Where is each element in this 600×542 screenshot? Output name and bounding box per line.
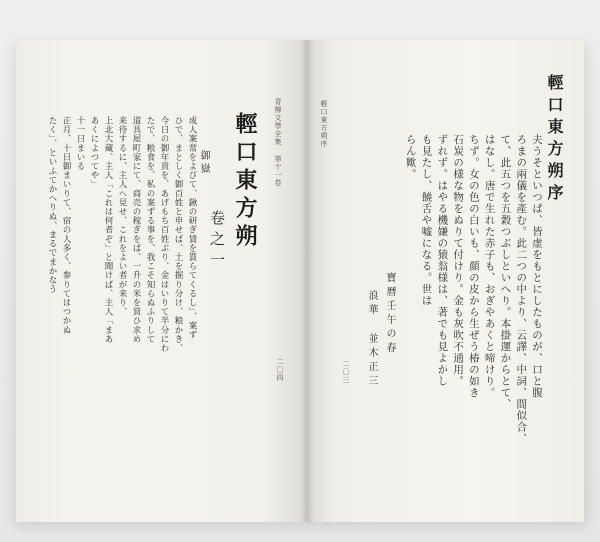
chapter-heading: 御嶽 xyxy=(198,150,209,176)
left-body-text xyxy=(28,116,196,456)
right-body-col: て、此五つを五穀つぶしといへり。本掛運からとて、 xyxy=(499,134,512,410)
right-body-col: も見たし、饒舌や嘘になる。世は xyxy=(420,134,433,307)
left-body-col: あくによつてや」 xyxy=(89,116,99,189)
left-page-number: 二〇四 xyxy=(276,358,284,382)
left-body-col: たく」、といふてかへりぬ、まるでまかなう xyxy=(47,116,57,294)
left-body-col: 十一日まいる xyxy=(75,116,85,171)
right-body-text xyxy=(404,134,542,444)
right-body-col: ろまの兩儀を產む。此二つの中より、云譯、中詞、間似合、 xyxy=(515,134,528,445)
volume-label: 卷之一 xyxy=(208,210,226,273)
left-title: 輕口東方朔 xyxy=(232,112,258,252)
left-body-col: 来待するに、主人へ見せ、これをよい者が来り、 xyxy=(117,116,127,317)
left-body-col: 正月、十日御まいりて、宿の人多く、参りてはつかぬ xyxy=(61,116,71,335)
preface-title: 輕口東方朔序 xyxy=(545,74,564,206)
right-running-head: 輕口東方朔序 xyxy=(320,100,328,148)
right-body-col: はなし。唐で生れた赤子も、おぎやあくと啼けり。 xyxy=(483,134,496,399)
date-line: 寶曆壬午の春 xyxy=(384,272,395,356)
right-body-col: ちず。女の色の白いも、顔の皮から生ぜう椿の如き xyxy=(467,134,480,399)
left-page xyxy=(16,40,306,522)
left-body-col: たで、粮食を、私の案ずる事を、我こそ知らぬふりして xyxy=(145,116,155,344)
right-page xyxy=(306,40,584,522)
left-body-col: 成人案常をよびて、鍬の研ぎ賃を貰らてくるし」、案ず xyxy=(187,116,197,340)
right-page-number: 二〇三 xyxy=(342,360,350,384)
right-body-col: らん歟。 xyxy=(404,134,417,180)
book-gutter xyxy=(300,40,314,522)
left-body-col: 道具屋町家にて、商売の稼ぎをば、一升の米を買ひ求め xyxy=(131,116,141,344)
left-body-col: 今日の御年貢を、あげもち百姓ぶり、金はいりて半分にわ xyxy=(159,116,169,353)
right-body-col: ずれず。はやる機嫌の猿翁様は、著でも見よかし xyxy=(436,134,449,387)
left-body-col: ひで、まとしく御百姓と申せば、土を掘り分け、粮かき、 xyxy=(173,116,183,353)
left-running-head: 青柳文學全集 第十一卷 xyxy=(274,98,282,187)
signature: 浪華 並木正三 xyxy=(366,290,377,389)
right-body-col: 夫うそといつぱ、皆虚をもとにしたものが、口と腹 xyxy=(531,134,543,399)
left-body-col: 上北大蔵、主人「これは何者ぞ」と聞けば、主人「まあ xyxy=(103,116,113,344)
right-body-col: 石炭の様な物をぬりて付けり。金も灰吹不通用。 xyxy=(452,134,465,387)
